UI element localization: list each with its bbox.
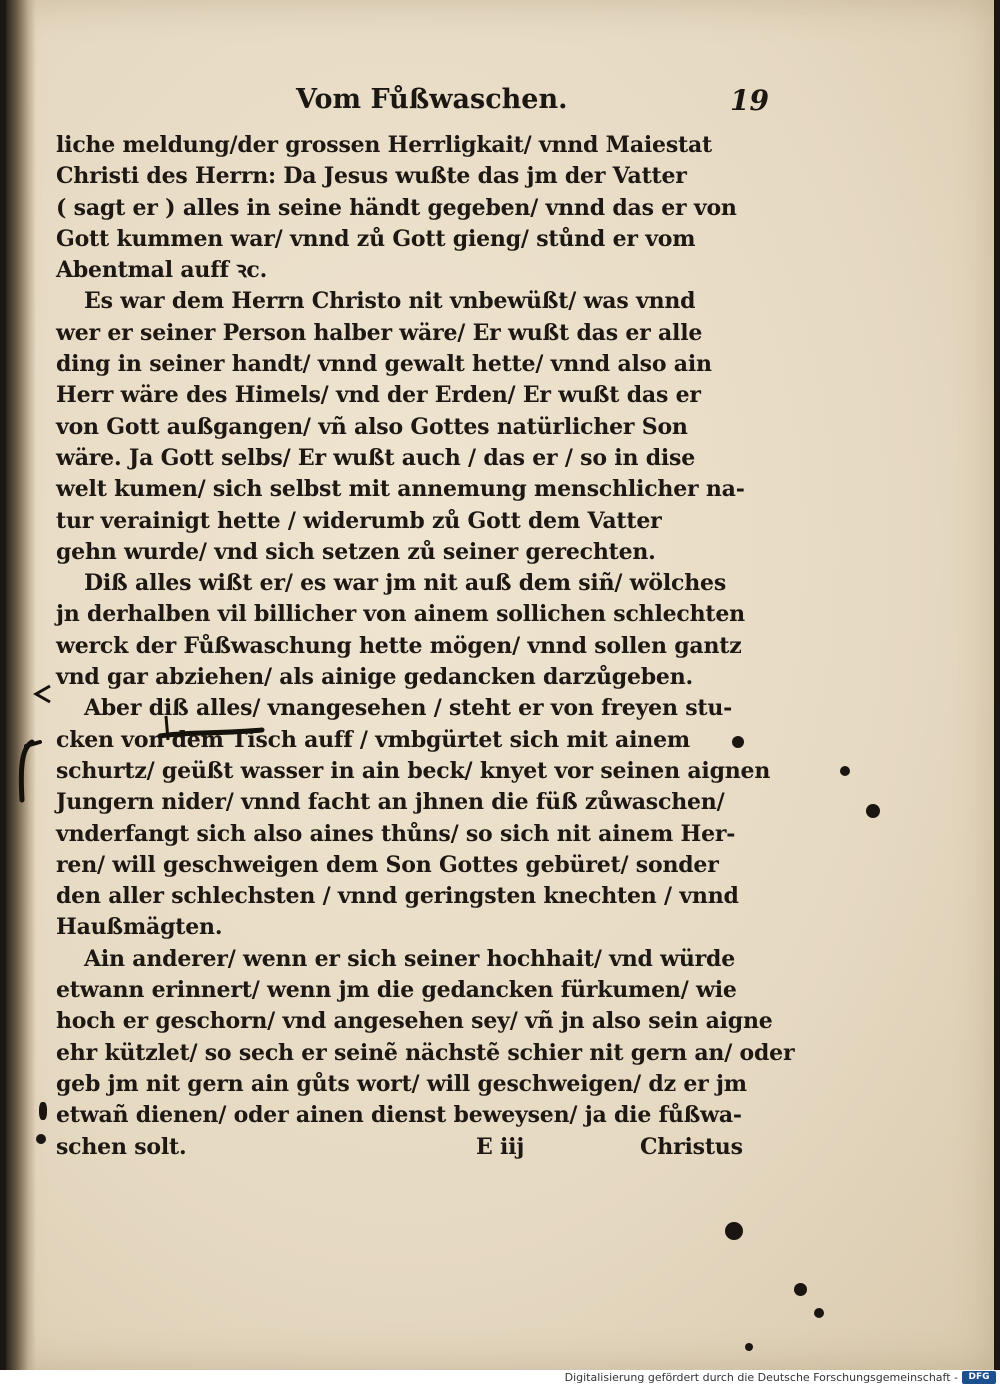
ink-blot: [39, 1102, 47, 1120]
text-line: ding in seiner handt/ vnnd gewalt hette/ vnnd also ain: [56, 351, 712, 378]
text-line: Herr wäre des Himels/ vnd der Erden/ Er wußt das er: [56, 382, 701, 409]
underline-ink-mark: [156, 712, 266, 752]
text-line: Aber diß alles/ vnangesehen / steht er von freyen stu-: [84, 695, 733, 722]
text-block: [56, 130, 795, 1163]
ink-blot: [745, 1343, 753, 1351]
footer-bar: [0, 1370, 1000, 1386]
text-line: cken von dem Tisch auff / vmbgürtet sich mit ainem: [56, 726, 690, 753]
text-line: geb jm nit gern ain gůts wort/ will geschweigen/ dz er jm: [56, 1070, 747, 1097]
text-line: etwann erinnert/ wenn jm die gedancken fürkumen/ wie: [56, 977, 737, 1004]
text-line: vnderfangt sich also aines thůns/ so sich nit ainem Her-: [56, 820, 736, 847]
ink-blot: [725, 1222, 743, 1240]
ink-blot: [814, 1308, 824, 1318]
ink-blot: [840, 766, 850, 776]
text-line: ehr kützlet/ so sech er seinẽ nächstẽ schier nit gern an/ oder: [56, 1039, 795, 1066]
text-line: Christi des Herrn: Da Jesus wußte das jm der Vatter: [56, 163, 687, 190]
text-line: ren/ will geschweigen dem Son Gottes gebüret/ sonder: [56, 851, 719, 878]
margin-bracket-mark: [8, 736, 42, 806]
dfg-logo-icon: DFG: [962, 1371, 996, 1384]
text-line: von Gott außgangen/ vñ also Gottes natürlicher Son: [56, 413, 688, 440]
text-line: etwañ dienen/ oder ainen dienst beweysen/ ja die fůßwa-: [56, 1102, 742, 1129]
text-line: schurtz/ geüßt wasser in ain beck/ knyet vor seinen aignen: [56, 757, 771, 784]
text-line: hoch er geschorn/ vnd angesehen sey/ vñ jn also sein aigne: [56, 1008, 773, 1035]
text-line: Haußmägten.: [56, 914, 223, 941]
text-line: wäre. Ja Gott selbs/ Er wußt auch / das er / so in dise: [56, 444, 696, 471]
book-page: [6, 0, 994, 1370]
page-number: 19: [730, 84, 769, 117]
final-line: [56, 1132, 766, 1163]
ink-blot: [36, 1134, 46, 1144]
catchword: Christus: [640, 1133, 743, 1160]
funding-notice: Digitalisierung gefördert durch die Deutsche Forschungsgemeinschaft -: [564, 1371, 958, 1384]
text-line: gehn wurde/ vnd sich setzen zů seiner gerechten.: [56, 538, 656, 565]
text-line: Jungern nider/ vnnd facht an jhnen die füß zůwaschen/: [56, 789, 725, 816]
text-line: jn derhalben vil billicher von ainem sollichen schlechten: [56, 601, 745, 628]
text-line: wer er seiner Person halber wäre/ Er wußt das er alle: [56, 319, 703, 346]
text-line: Ain anderer/ wenn er sich seiner hochhait/ vnd würde: [84, 945, 736, 972]
running-head: Vom Fůßwaschen.: [296, 84, 568, 115]
text-line: werck der Fůßwaschung hette mögen/ vnnd sollen gantz: [56, 632, 742, 659]
margin-arrow-mark: [30, 682, 56, 706]
text-line: ( sagt er ) alles in seine händt gegeben/ vnnd das er von: [56, 194, 737, 221]
text-line: Diß alles wißt er/ es war jm nit auß dem siñ/ wölches: [84, 570, 727, 597]
text-line: den aller schlechsten / vnnd geringsten knechten / vnnd: [56, 883, 739, 910]
text-line: Es war dem Herrn Christo nit vnbewüßt/ was vnnd: [84, 288, 696, 315]
text-line: tur verainigt hette / widerumb zů Gott dem Vatter: [56, 507, 662, 534]
ink-blot: [866, 804, 880, 818]
text-line: vnd gar abziehen/ als ainige gedancken darzůgeben.: [56, 664, 693, 691]
signature-mark: E iij: [476, 1133, 525, 1160]
ink-blot: [732, 736, 744, 748]
text-line: liche meldung/der grossen Herrligkait/ vnnd Maiestat: [56, 132, 713, 158]
ink-blot: [794, 1283, 807, 1296]
text-line: Gott kummen war/ vnnd zů Gott gieng/ stůnd er vom: [56, 225, 696, 252]
text-line: schen solt.: [56, 1133, 187, 1160]
text-line: welt kumen/ sich selbst mit annemung menschlicher na-: [56, 476, 745, 503]
text-line: Abentmal auff ꝛc.: [56, 257, 268, 284]
